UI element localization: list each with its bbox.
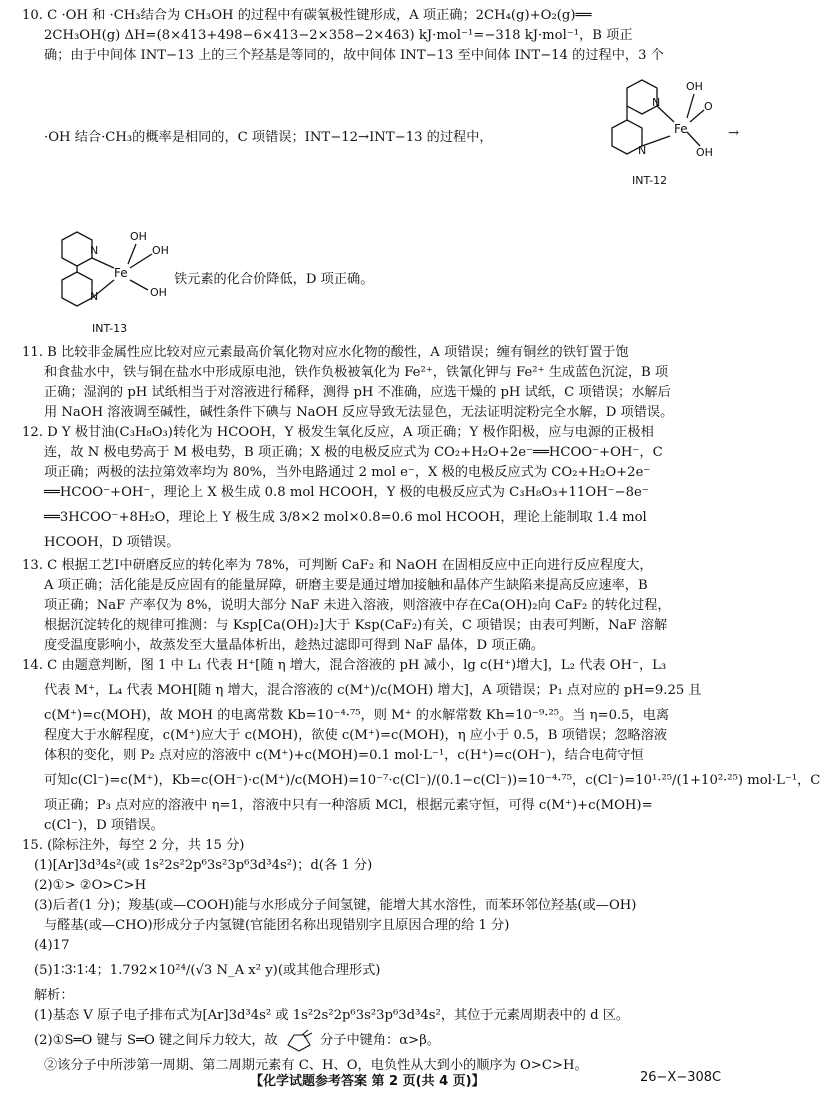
int13-oh-2: OH (152, 244, 169, 257)
int13-oh-1: OH (130, 230, 147, 243)
q12-line-5: ══3HCOO⁻+8H₂O，理论上 Y 极生成 3/8×2 mol×0.8=0.6 mol HCOOH，理论上能制取 1.4 mol (44, 510, 647, 525)
int12-fe: Fe (674, 122, 688, 136)
q12-line-3: 项正确；两极的法拉第效率均为 80%，当外电路通过 2 mol e⁻，X 极的电极反应式为 CO₂+H₂O+2e⁻ (44, 465, 651, 480)
so2-ring-svg (282, 1029, 316, 1053)
int13-fe: Fe (114, 266, 128, 280)
int13-label: INT-13 (92, 322, 128, 335)
q14-line-3: c(M⁺)=c(MOH)，故 MOH 的电离常数 Kb=10⁻⁴·⁷⁵，则 M⁺ 的水解常数 Kh=10⁻⁹·²⁵。当 η=0.5，电离 (44, 708, 670, 723)
q13-line-2: A 项正确；活化能是反应固有的能量屏障，研磨主要是通过增加接触和晶体产生缺陷来提高反应速率，B (44, 578, 648, 593)
q10-line-1: 10. C ·OH 和 ·CH₃结合为 CH₃OH 的过程中有碳氧极性键形成，A 项正确；2CH₄(g)+O₂(g)══ (22, 8, 592, 23)
int12-label: INT-12 (632, 174, 668, 187)
q14-line-7: 项正确；P₃ 点对应的溶液中 η=1，溶液中只有一种溶质 MCl，根据元素守恒，可得 c(M⁺)+c(MOH)= (44, 798, 653, 813)
q10-line-2: 2CH₃OH(g) ΔH=(8×413+498−6×413−2×358−2×463) kJ·mol⁻¹=−318 kJ·mol⁻¹，B 项正 (44, 28, 633, 43)
int13-oh-3: OH (150, 286, 167, 299)
q15-line-5: 与醛基(或—CHO)形成分子内氢键(官能团名称出现错别字且原因合理的给 1 分) (44, 918, 510, 933)
q10-arrow: → (728, 126, 740, 141)
q15-line-10-row (22, 1026, 742, 1056)
q14-line-6: 可知c(Cl⁻)=c(M⁺)，Kb=c(OH⁻)·c(M⁺)/c(MOH)=10⁻⁷·c(Cl⁻)/(0.1−c(Cl⁻))=10⁻⁴·⁷⁵，c(Cl⁻)=10¹·²⁵/(1+10²·²⁵) mol·L⁻¹，C (44, 773, 820, 788)
int12-structure (592, 66, 732, 196)
q10-int13-row (22, 226, 742, 340)
q15-line-1: 15. (除标注外，每空 2 分，共 15 分) (22, 838, 245, 853)
q13-line-5: 度受温度影响小，故蒸发至大量晶体析出，趁热过滤即可得到 NaF 晶体，D 项正确。 (44, 638, 545, 653)
q14-line-5: 体积的变化，则 P₂ 点对应的溶液中 c(M⁺)+c(MOH)=0.1 mol·L⁻¹，c(H⁺)=c(OH⁻)，结合电荷守恒 (44, 748, 644, 763)
q10-line-5: 铁元素的化合价降低，D 项正确。 (174, 272, 374, 287)
q10-structures (22, 66, 742, 226)
int12-n-top: N (652, 96, 661, 109)
q15-line-11: ②该分子中所涉第一周期、第二周期元素有 C、H、O，电负性从大到小的顺序为 O>C>H。 (44, 1058, 588, 1073)
q15-line-10: (2)①S═O 键与 S═O 键之间斥力较大，故 (34, 1033, 278, 1048)
q11-line-3: 正确；湿润的 pH 试纸相当于对溶液进行稀释，测得 pH 不准确，应选干燥的 pH 试纸，C 项错误；水解后 (44, 385, 671, 400)
q15-line-10b: 分子中键角：α>β。 (320, 1033, 441, 1048)
q14-line-1: 14. C 由题意判断，图 1 中 L₁ 代表 H⁺[随 η 增大，混合溶液的 pH 减小，lg c(H⁺)增大]，L₂ 代表 OH⁻，L₃ (22, 658, 667, 673)
q15-line-4: (3)后者(1 分)；羧基(或—COOH)能与水形成分子间氢键，能增大其水溶性，而苯环邻位羟基(或—OH) (34, 898, 637, 913)
q14-line-8: c(Cl⁻)，D 项错误。 (44, 818, 164, 833)
int12-oh-top: OH (686, 80, 703, 93)
q11-line-1: 11. B 比较非金属性应比较对应元素最高价氧化物对应水化物的酸性，A 项错误；缠有铜丝的铁钉置于饱 (22, 345, 629, 360)
int13-n-top: N (90, 244, 99, 257)
q11-line-2: 和食盐水中，铁与铜在盐水中形成原电池，铁作负极被氧化为 Fe²⁺，铁氰化钾与 Fe²⁺ 生成蓝色沉淀，B 项 (44, 365, 669, 380)
int13-n-bottom: N (90, 290, 99, 303)
q11-line-4: 用 NaOH 溶液调至碱性，碱性条件下碘与 NaOH 反应导致无法显色，无法证明淀粉完全水解，D 项错误。 (44, 405, 674, 420)
q12-line-6: HCOOH，D 项错误。 (44, 535, 180, 550)
q12-line-2: 连，故 N 极电势高于 M 极电势，B 项正确；X 极的电极反应式为 CO₂+H₂O+2e⁻══HCOO⁻+OH⁻，C (44, 445, 663, 460)
q15-line-7: (5)1∶3∶1∶4；1.792×10²⁴/(√3 N_A x² y)(或其他合理形式) (34, 963, 381, 978)
q15-line-9: (1)基态 V 原子电子排布式为[Ar]3d³4s² 或 1s²2s²2p⁶3s²3p⁶3d³4s²，其位于元素周期表中的 d 区。 (34, 1008, 630, 1023)
q15-line-3: (2)①> ②O>C>H (34, 878, 147, 893)
q13-line-3: 项正确；NaF 产率仅为 8%，说明大部分 NaF 未进入溶液，则溶液中存在Ca(OH)₂向 CaF₂ 的转化过程， (44, 598, 671, 613)
q12-line-1: 12. D Y 极甘油(C₃H₈O₃)转化为 HCOOH，Y 极发生氧化反应，A 项正确；Y 极作阳极，应与电源的正极相 (22, 425, 654, 440)
int12-n-bottom: N (638, 144, 647, 157)
q10-line-4: ·OH 结合·CH₃的概率是相同的，C 项错误；INT−12→INT−13 的过程中， (44, 130, 493, 145)
q13-line-4: 根据沉淀转化的规律可推测：与 Ksp[Ca(OH)₂]大于 Ksp(CaF₂)有关，C 项错误；由表可判断，NaF 溶解 (44, 618, 668, 633)
answer-page (22, 6, 820, 1076)
q14-line-2: 代表 M⁺，L₄ 代表 MOH[随 η 增大，混合溶液的 c(M⁺)/c(MOH) 增大]，A 项错误；P₁ 点对应的 pH=9.25 且 (44, 683, 702, 698)
q12-line-4: ══HCOO⁻+OH⁻，理论上 X 极生成 0.8 mol HCOOH，Y 极的电极反应式为 C₃H₈O₃+11OH⁻−8e⁻ (44, 485, 649, 500)
footer-code: 26−X−308C (640, 1070, 722, 1085)
int12-oh-bottom: OH (696, 146, 713, 159)
q15-line-8: 解析： (34, 988, 74, 1003)
footer-page-info: 【化学试题参考答案 第 2 页(共 4 页)】 (250, 1074, 485, 1089)
q14-line-4: 程度大于水解程度，c(M⁺)应大于 c(MOH)，欲使 c(M⁺)=c(MOH)，η 应小于 0.5，B 项错误；忽略溶液 (44, 728, 668, 743)
int12-o: O (704, 100, 713, 113)
int13-structure (52, 226, 182, 338)
q13-line-1: 13. C 根据工艺Ⅰ中研磨反应的转化率为 78%，可判断 CaF₂ 和 NaOH 在固相反应中正向进行反应程度大， (22, 558, 653, 573)
q10-line-3: 确；由于中间体 INT−13 上的三个羟基是等同的，故中间体 INT−13 至中间体 INT−14 的过程中，3 个 (44, 48, 664, 63)
q15-line-2: (1)[Ar]3d³4s²(或 1s²2s²2p⁶3s²3p⁶3d³4s²)；d(各 1 分) (34, 858, 373, 873)
q15-line-6: (4)17 (34, 938, 70, 953)
